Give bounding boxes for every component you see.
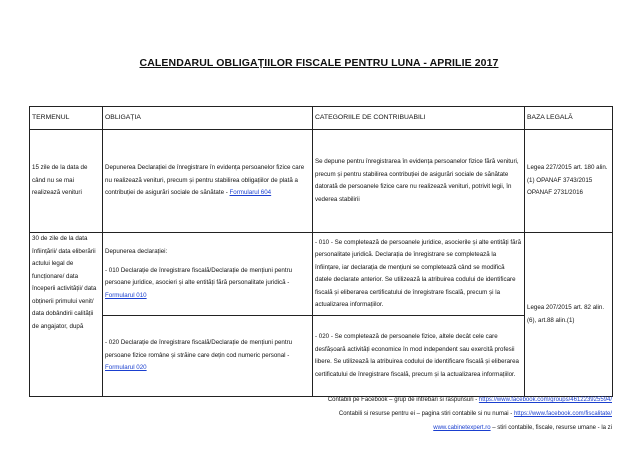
website-link[interactable]: www.cabinetexpert.ro [433,425,491,431]
footer-line-3 [433,425,612,431]
table-header-row [30,107,613,130]
table-row [30,130,613,233]
cell-baza: Legea 207/2015 art. 82 alin.(6), art.88 alin.(1) [525,233,613,397]
cell-termen: 15 zile de la data de când nu se mai realizează venituri [30,130,103,233]
facebook-group-link[interactable]: https://www.facebook.com/groups/461223925594/ [478,397,612,403]
footer-text: Contabili pe Facebook – grup de intrebari si raspunsuri - [327,397,479,403]
cell-obligatia [103,316,313,397]
cell-categorii: - 020 - Se completează de persoanele fizice, altele decât cele care desfășoară activități economice în mod independent sau exercită profesii libere. Se utilizează la atribuirea codului de identificare fiscală și eliberarea certificatului de înregistrare fiscală, precum și la actualizarea informațiilor. [313,316,525,397]
header-termen: TERMENUL [30,107,103,130]
footer-text: – stiri contabile, fiscale, resurse umane - la zi [490,425,612,431]
cell-termen: 30 de zile de la data înființării/ data eliberării actului legal de funcționare/ data începerii activității/ data obținerii primului venit/ data dobândirii calității de angajator, după [30,233,103,397]
form-010-link[interactable]: Formularul 010 [105,291,147,299]
header-baza: BAZA LEGALĂ [525,107,613,130]
cell-categorii: Se depune pentru înregistrarea în evidența persoanelor fizice fără venituri, precum și pentru stabilirea contribuției de asigurări sociale de sănătate datorată de persoanele fizice care nu realizează venituri, potrivit legii, în vederea stabilirii [313,130,525,233]
footer-text: Contabili si resurse pentru ei – pagina stiri contabile si nu numai - [338,411,514,417]
table-row [30,233,613,316]
cell-obligatia [103,233,313,316]
cell-baza: Legea 227/2015 art. 180 alin. (1) OPANAF 3743/2015 OPANAF 2731/2016 [525,130,613,233]
header-categorii: CATEGORIILE DE CONTRIBUABILI [313,107,525,130]
header-obligatia: OBLIGAȚIA [103,107,313,130]
cell-categorii: - 010 - Se completează de persoanele juridice, asocierile și alte entități fără personalitate juridică. Declarația de înregistrare se completează la înființare, iar declarația de mențiuni se completează când se modifică datele declarate anterior. Se utilizează la atribuirea codului de identificare fiscală și eliberarea certificatului de înregistrare fiscală, precum și la actualizarea informațiilor. [313,233,525,316]
form-020-link[interactable]: Formularul 020 [105,364,147,372]
obligations-table [29,106,613,397]
obligatia-text: - 020 Declarație de înregistrare fiscală/Declarație de mențiuni pentru persoane fizice române și străine care dețin cod numeric personal - [105,339,293,359]
obligatia-text: - 010 Declarație de înregistrare fiscală/Declarație de mențiuni pentru persoane juridice, asocieri și alte entități fără personalitate juridică - [105,266,293,286]
facebook-page-link[interactable]: https://www.facebook.com/fiscalitate/ [513,411,612,417]
obligatia-intro: Depunerea declarației: [105,248,168,255]
page-title: CALENDARUL OBLIGAŢIILOR FISCALE PENTRU LUNA - APRILIE 2017 [139,57,499,69]
form-604-link[interactable]: Formularul 604 [229,189,272,197]
footer-line-2 [339,411,612,417]
obligatia-text: Depunerea Declarației de înregistrare în evidența persoanelor fizice care nu realizează venituri, precum și pentru stabilirea obligațiilor de plată a contribuției de asigurări sociale de sănătate - [105,164,305,197]
cell-obligatia [103,130,313,233]
footer-line-1 [328,397,612,403]
